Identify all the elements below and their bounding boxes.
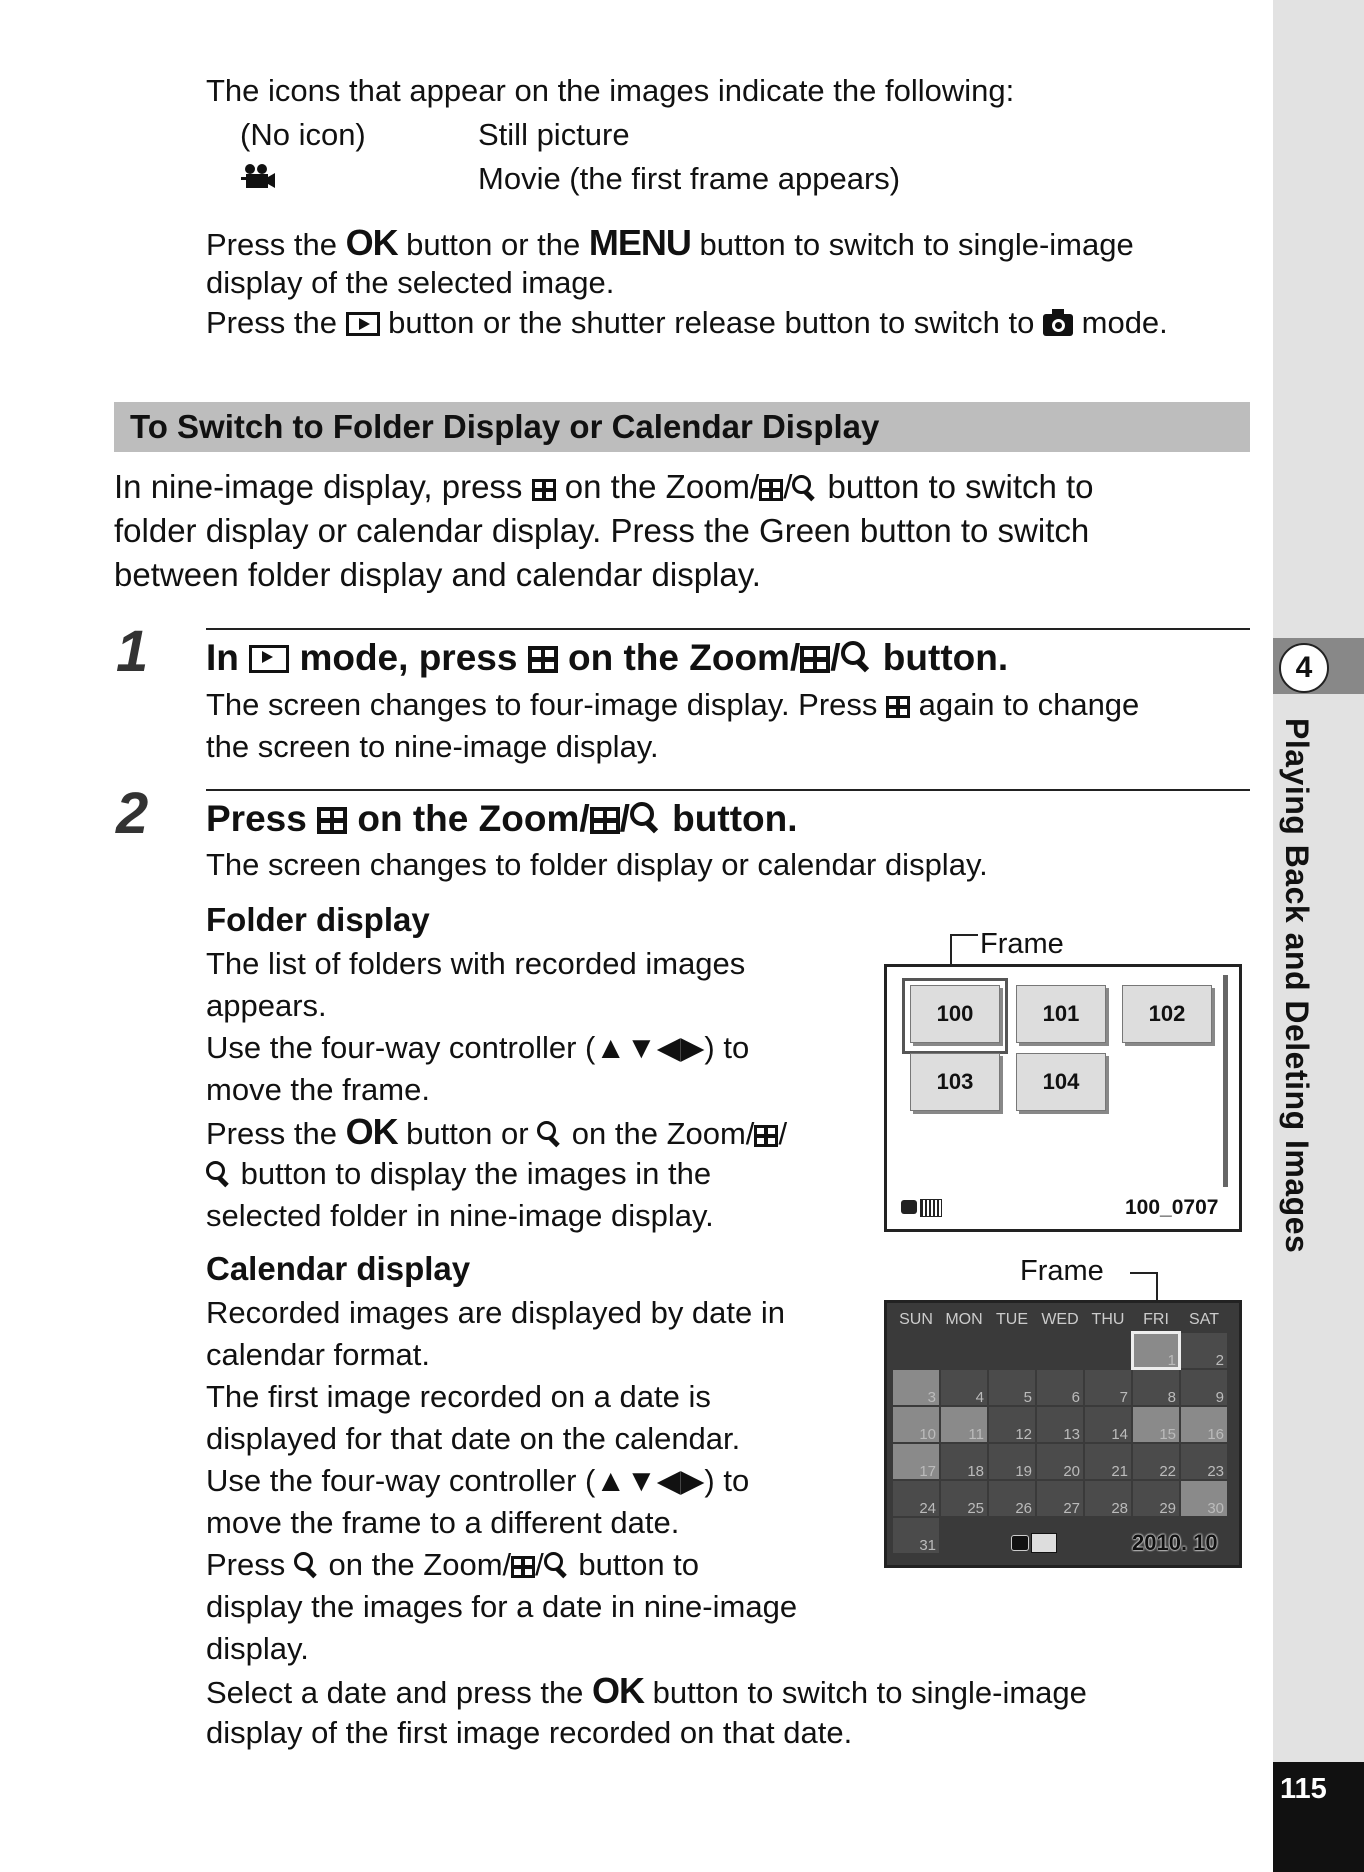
calendar-day-cell[interactable]: 12 (989, 1407, 1035, 1442)
folder-item[interactable]: 102 (1122, 985, 1212, 1043)
calendar-text-5: Use the four-way controller (▲▼◀▶) to (206, 1463, 750, 1498)
ok-button-label: OK (345, 1111, 398, 1152)
calendar-day-cell[interactable]: 16 (1181, 1407, 1227, 1442)
calendar-day-cell[interactable]: 15 (1133, 1407, 1179, 1442)
calendar-day-cell[interactable]: 6 (1037, 1370, 1083, 1405)
calendar-text-8: display the images for a date in nine-image (206, 1589, 798, 1624)
step2-body-line1: The screen changes to folder display or calendar display. (206, 847, 988, 882)
calendar-text-6: move the frame to a different date. (206, 1505, 680, 1540)
calendar-text-11: display of the first image recorded on that date. (206, 1715, 853, 1750)
playback-icon (346, 312, 380, 336)
folder-item[interactable]: 104 (1016, 1053, 1106, 1111)
calendar-day-cell[interactable]: 9 (1181, 1370, 1227, 1405)
magnifier-icon (841, 641, 873, 673)
folder-display-screen (884, 964, 1242, 1232)
calendar-display-screen (884, 1300, 1242, 1568)
step2-number: 2 (116, 781, 149, 846)
calendar-text-9: display. (206, 1631, 309, 1666)
calendar-day-cell[interactable]: 30 (1181, 1481, 1227, 1516)
calendar-day-cell[interactable]: 20 (1037, 1444, 1083, 1479)
folder-text-5: Press the OK button or on the Zoom/ / (206, 1111, 788, 1152)
magnifier-icon (294, 1552, 320, 1578)
section-body-line1: In nine-image display, press on the Zoom/ / button to switch to (114, 468, 1094, 505)
calendar-year-month: 2010. 10 (1132, 1530, 1218, 1555)
calendar-text-3: The first image recorded on a date is (206, 1379, 711, 1414)
folder-display-title: Folder display (206, 901, 430, 938)
step1-number: 1 (116, 619, 149, 684)
grid-icon (800, 646, 830, 673)
magnifier-icon (544, 1552, 570, 1578)
calendar-day-cell[interactable]: 8 (1133, 1370, 1179, 1405)
folder-icon (1031, 1533, 1057, 1553)
calendar-text-2: calendar format. (206, 1337, 430, 1372)
step1-divider (206, 628, 1250, 630)
weekday-label: MON (945, 1311, 983, 1328)
folder-text-3: Use the four-way controller (▲▼◀▶) to (206, 1030, 750, 1065)
magnifier-icon (206, 1161, 232, 1187)
calendar-day-cell[interactable]: 5 (989, 1370, 1035, 1405)
calendar-day-cell[interactable]: 31 (893, 1518, 939, 1553)
ok-button-label: OK (592, 1670, 645, 1711)
calendar-day-cell[interactable]: 21 (1085, 1444, 1131, 1479)
calendar-day-cell[interactable]: 24 (893, 1481, 939, 1516)
calendar-day-cell[interactable]: 1 (1133, 1333, 1179, 1368)
folder-item[interactable]: 103 (910, 1053, 1000, 1111)
grid-icon (528, 646, 558, 673)
calendar-day-cell[interactable]: 28 (1085, 1481, 1131, 1516)
menu-button-label: MENU (588, 222, 691, 263)
camera-icon (1043, 314, 1073, 336)
grid-icon (317, 807, 347, 834)
para-play-shutter: Press the button or the shutter release button to switch to mode. (206, 305, 1168, 340)
legend-value-still: Still picture (478, 117, 630, 152)
calendar-day-cell[interactable]: 2 (1181, 1333, 1227, 1368)
folder-item[interactable]: 100 (910, 985, 1000, 1043)
folder-status-text: 100_0707 (1125, 1196, 1219, 1219)
playback-icon (249, 645, 289, 673)
section-body-line2: folder display or calendar display. Press the Green button to switch (114, 512, 1090, 549)
movie-icon (240, 161, 276, 196)
green-button-icon (1011, 1535, 1029, 1551)
folder-text-4: move the frame. (206, 1072, 430, 1107)
calendar-day-cell[interactable]: 17 (893, 1444, 939, 1479)
calendar-day-cell[interactable]: 4 (941, 1370, 987, 1405)
weekday-label: TUE (996, 1311, 1028, 1328)
section-title: To Switch to Folder Display or Calendar Display (130, 408, 880, 445)
calendar-day-cell[interactable]: 22 (1133, 1444, 1179, 1479)
calendar-icon (920, 1199, 942, 1217)
calendar-day-cell[interactable]: 29 (1133, 1481, 1179, 1516)
weekday-label: SUN (899, 1311, 933, 1328)
calendar-day-cell[interactable]: 25 (941, 1481, 987, 1516)
calendar-day-cell[interactable]: 27 (1037, 1481, 1083, 1516)
calendar-day-cell[interactable]: 3 (893, 1370, 939, 1405)
grid-icon (759, 479, 783, 501)
calendar-day-cell[interactable]: 14 (1085, 1407, 1131, 1442)
folder-text-6: button to display the images in the (206, 1153, 711, 1194)
folder-text-1: The list of folders with recorded images (206, 946, 746, 981)
folder-text-7: selected folder in nine-image display. (206, 1198, 714, 1233)
folder-item[interactable]: 101 (1016, 985, 1106, 1043)
magnifier-icon (537, 1121, 563, 1147)
section-body-line3: between folder display and calendar display. (114, 556, 761, 593)
calendar-frame-label: Frame (1020, 1255, 1104, 1287)
calendar-text-1: Recorded images are displayed by date in (206, 1295, 786, 1330)
calendar-display-title: Calendar display (206, 1250, 471, 1287)
para-ok-menu-line2: display of the selected image. (206, 265, 615, 300)
green-button-icon (901, 1200, 917, 1214)
weekday-label: WED (1041, 1311, 1079, 1328)
legend-value-movie: Movie (the first frame appears) (478, 161, 901, 196)
weekday-label: SAT (1189, 1311, 1219, 1328)
calendar-text-7: Press on the Zoom/ / button to (206, 1547, 700, 1582)
calendar-day-cell[interactable]: 7 (1085, 1370, 1131, 1405)
calendar-text-10: Select a date and press the OK button to switch to single-image (206, 1670, 1087, 1711)
grid-icon (532, 479, 556, 501)
folder-text-2: appears. (206, 988, 327, 1023)
magnifier-icon (630, 802, 662, 834)
calendar-day-cell[interactable]: 23 (1181, 1444, 1227, 1479)
calendar-day-cell[interactable]: 19 (989, 1444, 1035, 1479)
step1-body-line1: The screen changes to four-image display. Press again to change (206, 687, 1140, 722)
intro-text: The icons that appear on the images indicate the following: (206, 73, 1015, 108)
weekday-label: THU (1091, 1311, 1125, 1328)
calendar-day-cell[interactable]: 26 (989, 1481, 1035, 1516)
grid-icon (511, 1556, 535, 1578)
calendar-day-cell[interactable]: 10 (893, 1407, 939, 1442)
step2-divider (206, 789, 1250, 791)
folder-frame-label: Frame (980, 928, 1064, 960)
grid-icon (590, 807, 620, 834)
step1-body-line2: the screen to nine-image display. (206, 729, 659, 764)
calendar-day-cell[interactable]: 13 (1037, 1407, 1083, 1442)
grid-icon (886, 696, 910, 718)
step2-heading: Press on the Zoom/ / button. (206, 798, 798, 839)
calendar-day-cell[interactable]: 18 (941, 1444, 987, 1479)
page-number: 115 (1280, 1773, 1327, 1805)
step1-heading: In mode, press on the Zoom/ / button. (206, 637, 1009, 678)
folder-scrollbar[interactable] (1223, 975, 1228, 1187)
ok-button-label: OK (345, 222, 398, 263)
chapter-number: 4 (1279, 643, 1329, 693)
weekday-label: FRI (1143, 1311, 1169, 1328)
chapter-title: Playing Back and Deleting Images (1279, 718, 1315, 1254)
magnifier-icon (792, 475, 818, 501)
calendar-day-cell[interactable]: 11 (941, 1407, 987, 1442)
legend-key-no-icon: (No icon) (240, 117, 366, 152)
para-ok-menu: Press the OK button or the MENU button to switch to single-image (206, 222, 1134, 263)
grid-icon (754, 1125, 778, 1147)
calendar-text-4: displayed for that date on the calendar. (206, 1421, 741, 1456)
